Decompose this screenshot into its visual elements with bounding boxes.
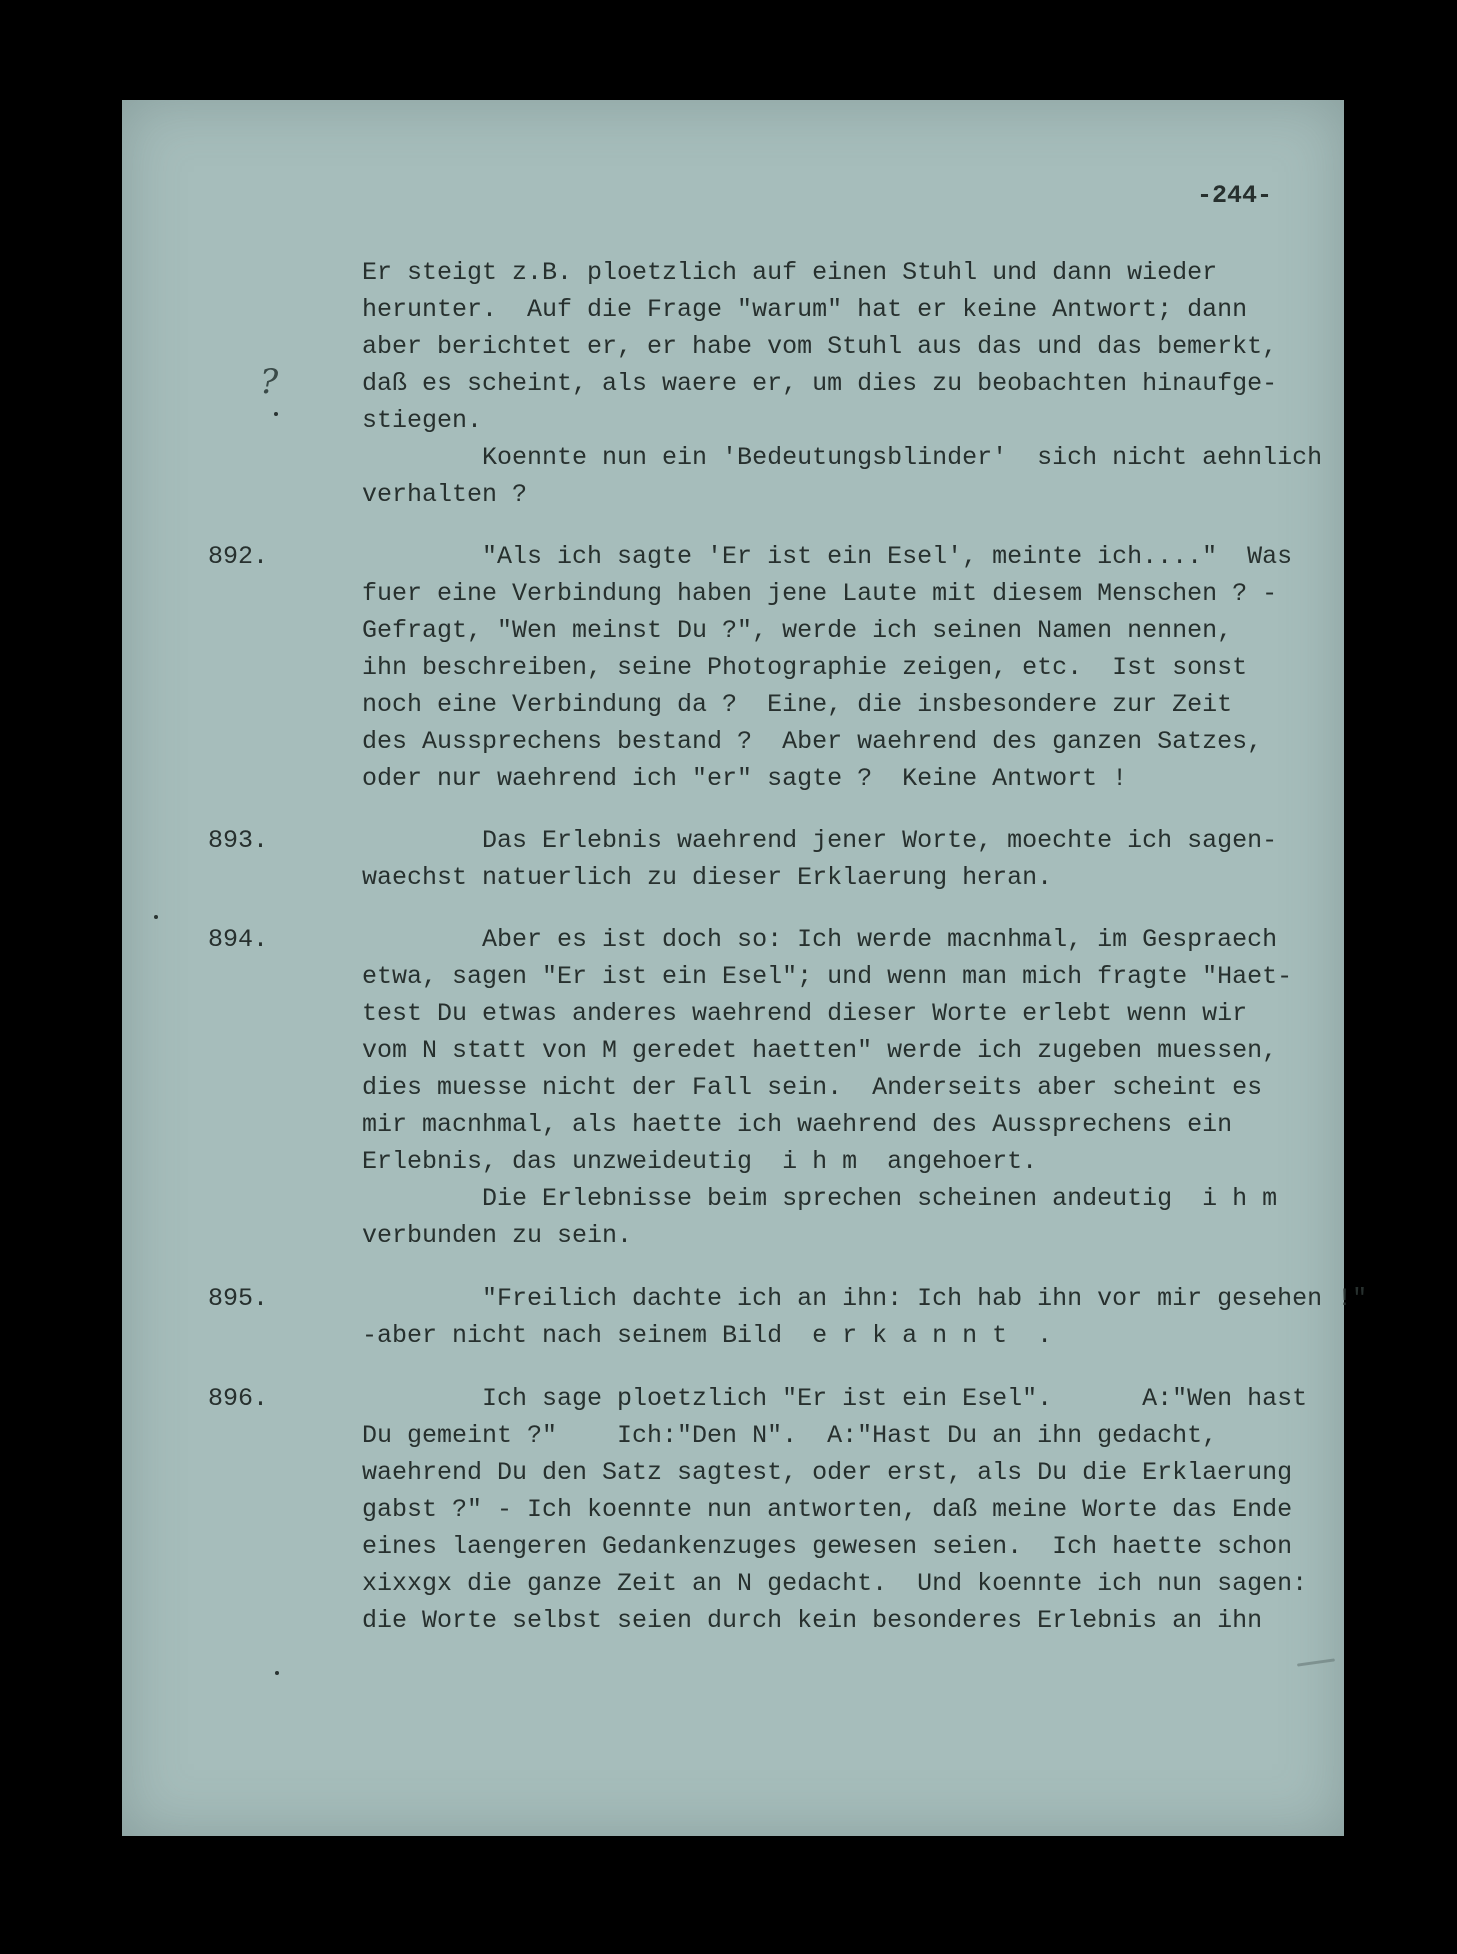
text-line: des Aussprechens bestand ? Aber waehrend des ganzen Satzes,	[362, 727, 1263, 756]
text-line: dies muesse nicht der Fall sein. Anderseits aber scheint es	[362, 1073, 1263, 1102]
text-line: waehrend Du den Satz sagtest, oder erst, als Du die Erklaerung	[362, 1458, 1293, 1487]
text-line: Er steigt z.B. ploetzlich auf einen Stuhl und dann wieder	[362, 258, 1218, 287]
text-line: xixxgx die ganze Zeit an N gedacht. Und koennte ich nun sagen:	[362, 1569, 1308, 1598]
text-line: verbunden zu sein.	[362, 1221, 633, 1250]
text-line: Ich sage ploetzlich "Er ist ein Esel". A:"Wen hast	[362, 1384, 1308, 1413]
paper-speck	[274, 412, 278, 416]
text-line: Aber es ist doch so: Ich werde macnhmal, im Gespraech	[362, 925, 1278, 954]
section-number: 893.	[208, 826, 269, 855]
text-line: mir macnhmal, als haette ich waehrend des Aussprechens ein	[362, 1110, 1233, 1139]
text-line: Die Erlebnisse beim sprechen scheinen andeutig i h m	[362, 1184, 1278, 1213]
text-line: "Freilich dachte ich an ihn: Ich hab ihn vor mir gesehen !"	[362, 1284, 1368, 1313]
text-line: Das Erlebnis waehrend jener Worte, moechte ich sagen-	[362, 826, 1278, 855]
section-number: 895.	[208, 1284, 269, 1313]
section-number: 894.	[208, 925, 269, 954]
typescript-page	[122, 100, 1368, 1836]
paper-smudge	[1297, 1658, 1335, 1666]
text-line: test Du etwas anderes waehrend dieser Worte erlebt wenn wir	[362, 999, 1248, 1028]
text-line: Gefragt, "Wen meinst Du ?", werde ich seinen Namen nennen,	[362, 616, 1233, 645]
text-line: verhalten ?	[362, 480, 528, 509]
text-line: "Als ich sagte 'Er ist ein Esel', meinte ich...." Was	[362, 542, 1293, 571]
text-line: oder nur waehrend ich "er" sagte ? Keine Antwort !	[362, 764, 1128, 793]
text-line: Koennte nun ein 'Bedeutungsblinder' sich nicht aehnlich	[362, 443, 1323, 472]
text-line: ihn beschreiben, seine Photographie zeigen, etc. Ist sonst	[362, 653, 1248, 682]
section-number: 896.	[208, 1384, 269, 1413]
margin-question-mark: ?	[260, 362, 279, 402]
text-line: fuer eine Verbindung haben jene Laute mit diesem Menschen ? -	[362, 579, 1278, 608]
section-number: 892.	[208, 542, 269, 571]
paper-speck	[275, 1671, 279, 1675]
text-line: die Worte selbst seien durch kein besonderes Erlebnis an ihn	[362, 1606, 1263, 1635]
text-line: eines laengeren Gedankenzuges gewesen seien. Ich haette schon	[362, 1532, 1293, 1561]
text-line: Du gemeint ?" Ich:"Den N". A:"Hast Du an ihn gedacht,	[362, 1421, 1218, 1450]
page-number: -244-	[1197, 181, 1273, 210]
text-line: stiegen.	[362, 406, 483, 435]
text-line: -aber nicht nach seinem Bild e r k a n n t .	[362, 1321, 1053, 1350]
text-line: etwa, sagen "Er ist ein Esel"; und wenn man mich fragte "Haet-	[362, 962, 1293, 991]
text-line: aber berichtet er, er habe vom Stuhl aus das und das bemerkt,	[362, 332, 1278, 361]
text-line: herunter. Auf die Frage "warum" hat er keine Antwort; dann	[362, 295, 1248, 324]
text-line: Erlebnis, das unzweideutig i h m angehoert.	[362, 1147, 1038, 1176]
text-line: noch eine Verbindung da ? Eine, die insbesondere zur Zeit	[362, 690, 1233, 719]
text-line: daß es scheint, als waere er, um dies zu beobachten hinaufge-	[362, 369, 1278, 398]
paper-speck	[154, 915, 158, 919]
text-line: vom N statt von M geredet haetten" werde ich zugeben muessen,	[362, 1036, 1278, 1065]
text-line: waechst natuerlich zu dieser Erklaerung heran.	[362, 863, 1053, 892]
text-line: gabst ?" - Ich koennte nun antworten, daß meine Worte das Ende	[362, 1495, 1293, 1524]
